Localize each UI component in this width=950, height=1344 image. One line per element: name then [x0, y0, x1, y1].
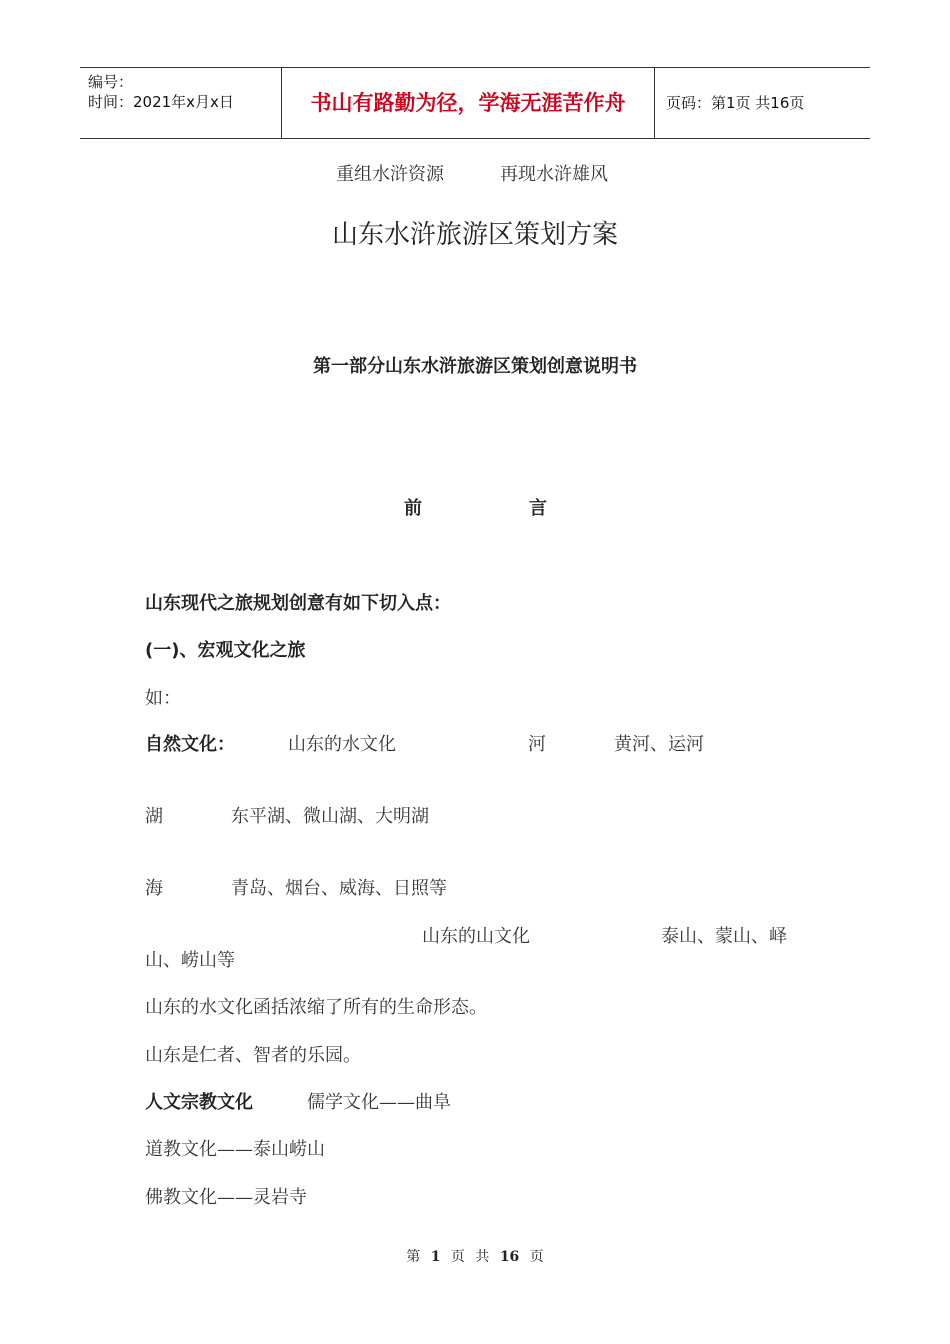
header-motto: 书山有路勤为径，学海无涯苦作舟	[310, 91, 626, 115]
footer-ye: 页	[529, 1249, 544, 1265]
natural-culture-label: 自然文化：	[145, 734, 235, 755]
mountain-culture: 山东的山文化	[422, 926, 530, 947]
footer-page-number: 1	[430, 1249, 441, 1265]
intro-line: 山东现代之旅规划创意有如下切入点：	[145, 593, 451, 614]
header-page-info: 页码：第1页 共16页	[666, 94, 805, 112]
example-label: 如：	[145, 688, 181, 709]
subtitle-right: 再现水浒雄风	[500, 164, 608, 185]
lake-label: 湖	[145, 806, 163, 827]
river-items: 黄河、运河	[614, 734, 704, 755]
part-heading: 第一部分山东水浒旅游区策划创意说明书	[313, 356, 637, 377]
subtitle-left: 重组水浒资源	[336, 164, 444, 185]
preface-char-2: 言	[529, 498, 547, 519]
footer-di: 第	[406, 1249, 421, 1265]
sea-label: 海	[145, 878, 163, 899]
mountain-items-line1: 泰山、蒙山、峄	[661, 926, 787, 947]
number-label: 编号：	[88, 73, 134, 91]
footer-total-pages: 16	[499, 1249, 520, 1265]
preface-char-1: 前	[404, 498, 422, 519]
paradise-line: 山东是仁者、智者的乐园。	[145, 1045, 361, 1066]
sea-items: 青岛、烟台、威海、日照等	[231, 878, 447, 899]
footer-ye: 页	[450, 1249, 465, 1265]
time-label: 时间：2021年x月x日	[88, 93, 234, 111]
buddhist-culture: 佛教文化——灵岩寺	[145, 1187, 307, 1208]
water-summary: 山东的水文化函括浓缩了所有的生命形态。	[145, 997, 487, 1018]
section-heading: (一)、宏观文化之旅	[145, 640, 306, 661]
river-label: 河	[528, 734, 546, 755]
header-meta	[88, 72, 234, 112]
taoist-culture: 道教文化——泰山崂山	[145, 1139, 325, 1160]
water-culture: 山东的水文化	[288, 734, 396, 755]
page-footer	[0, 1246, 950, 1266]
humanities-label: 人文宗教文化	[145, 1092, 253, 1113]
document-title: 山东水浒旅游区策划方案	[331, 220, 618, 250]
lake-items: 东平湖、微山湖、大明湖	[231, 806, 429, 827]
footer-gong: 共	[475, 1249, 490, 1265]
header-divider	[654, 68, 655, 138]
document-header	[80, 67, 870, 139]
mountain-items-line2: 山、崂山等	[145, 950, 235, 971]
confucian-culture: 儒学文化——曲阜	[307, 1092, 451, 1113]
